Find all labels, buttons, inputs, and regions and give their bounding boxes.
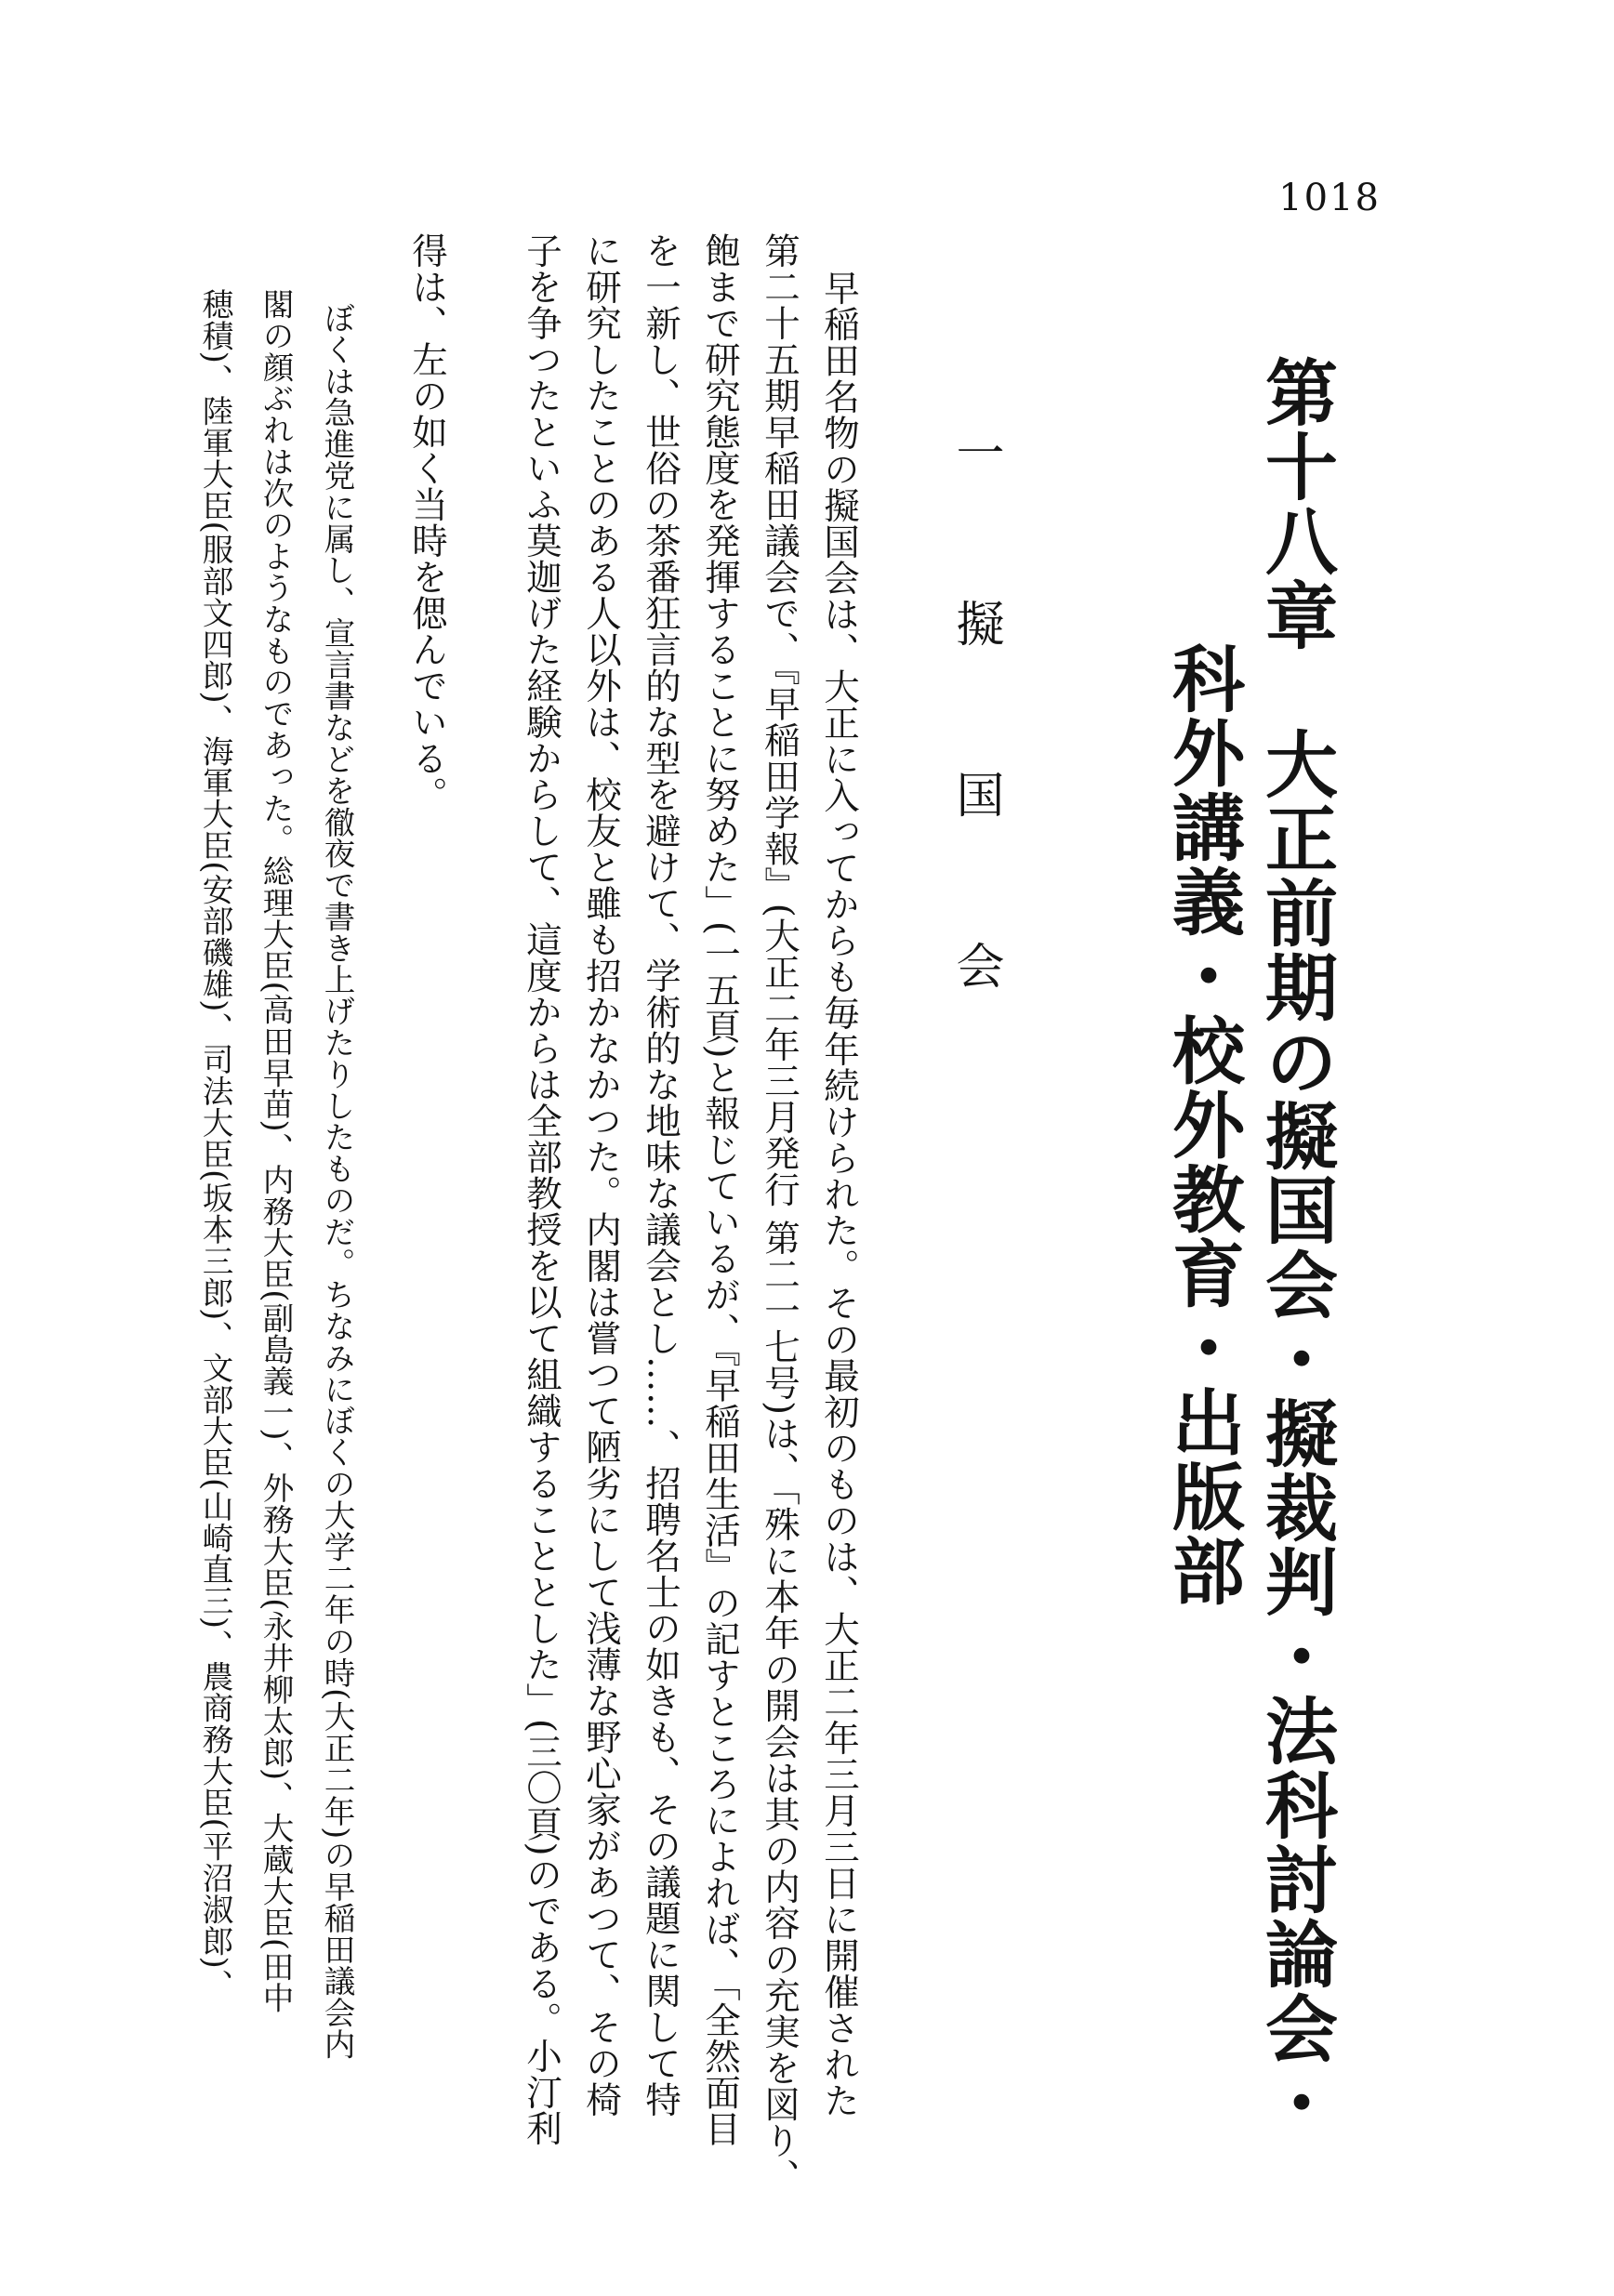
body-line-4: を一新し、世俗の茶番狂言的な型を避けて、学術的な地味な議会とし……、招聘名士の如きも、その議題に関して特 xyxy=(640,232,681,2118)
chapter-title-line-1: 第十八章 大正前期の擬国会・擬裁判・法科討論会・ xyxy=(1253,355,1338,2140)
quote-line-2: 閣の顔ぶれは次のようなものであった。総理大臣(高田早苗)、内務大臣(副島義一)、外務大臣(永井柳太郎)、大蔵大臣(田中 xyxy=(258,288,294,2014)
body-line-1: 早稲田名物の擬国会は、大正に入ってからも毎年続けられた。その最初のものは、大正二年三月三日に開催された xyxy=(818,270,860,2118)
quote-line-3: 穂積)、陸軍大臣(服部文四郎)、海軍大臣(安部磯雄)、司法大臣(坂本三郎)、文部大臣(山崎直三)、農商務大臣(平沼淑郎)、 xyxy=(197,288,233,2000)
body-line-6: 子を争つたといふ莫迦げた経験からして、這度からは全部教授を以て組織することとした」(三〇頁)のである。小汀利 xyxy=(521,232,562,2147)
body-line-2: 第二十五期早稲田議会で、『早稲田学報』(大正二年三月発行 第二一七号)は、「殊に本年の開会は其の内容の充実を図り、 xyxy=(759,232,800,2196)
body-line-5: に研究したことのある人以外は、校友と雖も招かなかつた。内閣は嘗つて陋劣にして浅薄な野心家があつて、その椅 xyxy=(580,232,622,2118)
chapter-title-line-2: 科外講義・校外教育・出版部 xyxy=(1160,641,1245,1608)
body-line-7: 得は、左の如く当時を偲んでいる。 xyxy=(406,232,448,812)
section-heading: 一 擬 国 会 xyxy=(947,428,1003,1026)
quote-line-1: ぼくは急進党に属し、宣言書などを徹夜で書き上げたりしたものだ。ちなみにぼくの大学二年の時(大正二年)の早稲田議会内 xyxy=(319,302,355,2060)
page-number: 1018 xyxy=(1278,177,1381,219)
body-line-3: 飽まで研究態度を発揮することに努めた」(一五頁)と報じているが、『早稲田生活』の記すところによれば、「全然面目 xyxy=(699,232,741,2147)
